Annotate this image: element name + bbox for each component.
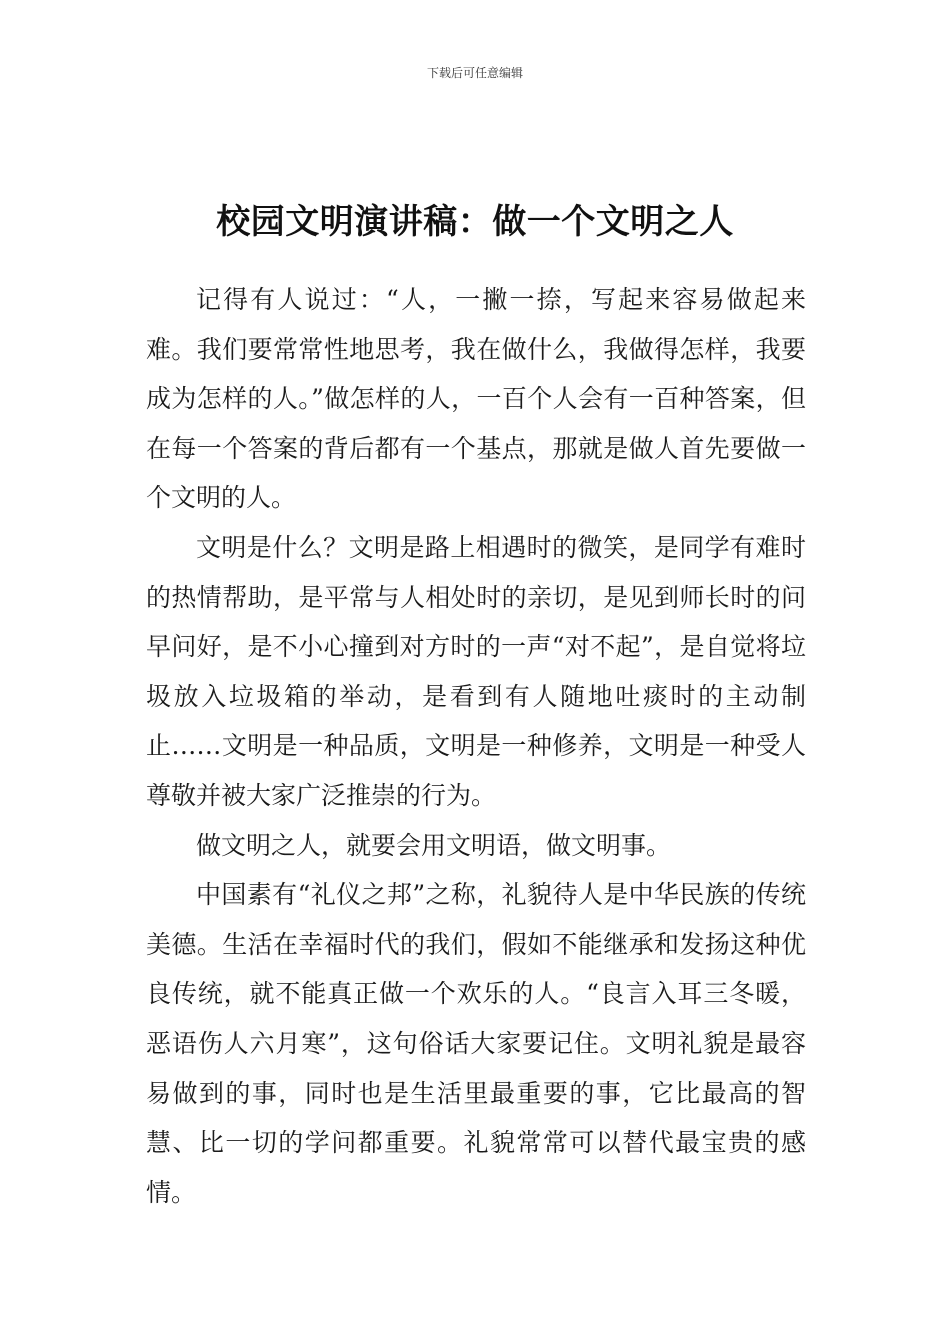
paragraph: 文明是什么？文明是路上相遇时的微笑，是同学有难时的热情帮助，是平常与人相处时的亲切，是见到师长时的问早问好，是不小心撞到对方时的一声“对不起”，是自觉将垃圾放入垃圾箱的举动，是看到有人随地吐痰时的主动制止……文明是一种品质，文明是一种修养，文明是一种受人尊敬并被大家广泛推崇的行为。: [146, 532, 806, 810]
header-note: 下载后可任意编辑: [426, 66, 523, 80]
paragraph: 记得有人说过：“人，一撇一捺，写起来容易做起来难。我们要常常性地思考，我在做什么，我做得怎样，我要成为怎样的人。”做怎样的人，一百个人会有一百种答案，但在每一个答案的背后都有一个基点，那就是做人首先要做一个文明的人。: [146, 285, 806, 513]
paragraph: 中国素有“礼仪之邦”之称，礼貌待人是中华民族的传统美德。生活在幸福时代的我们，假如不能继承和发扬这种优良传统，就不能真正做一个欢乐的人。“良言入耳三冬暖，恶语伤人六月寒”，这句俗话大家要记住。文明礼貌是最容易做到的事，同时也是生活里最重要的事，它比最高的智慧、比一切的学问都重要。礼貌常常可以替代最宝贵的感情。: [146, 880, 806, 1207]
document-title: 校园文明演讲稿：做一个文明之人: [216, 201, 734, 242]
paragraph: 做文明之人，就要会用文明语，做文明事。: [196, 830, 672, 860]
document-body: [146, 275, 806, 1217]
